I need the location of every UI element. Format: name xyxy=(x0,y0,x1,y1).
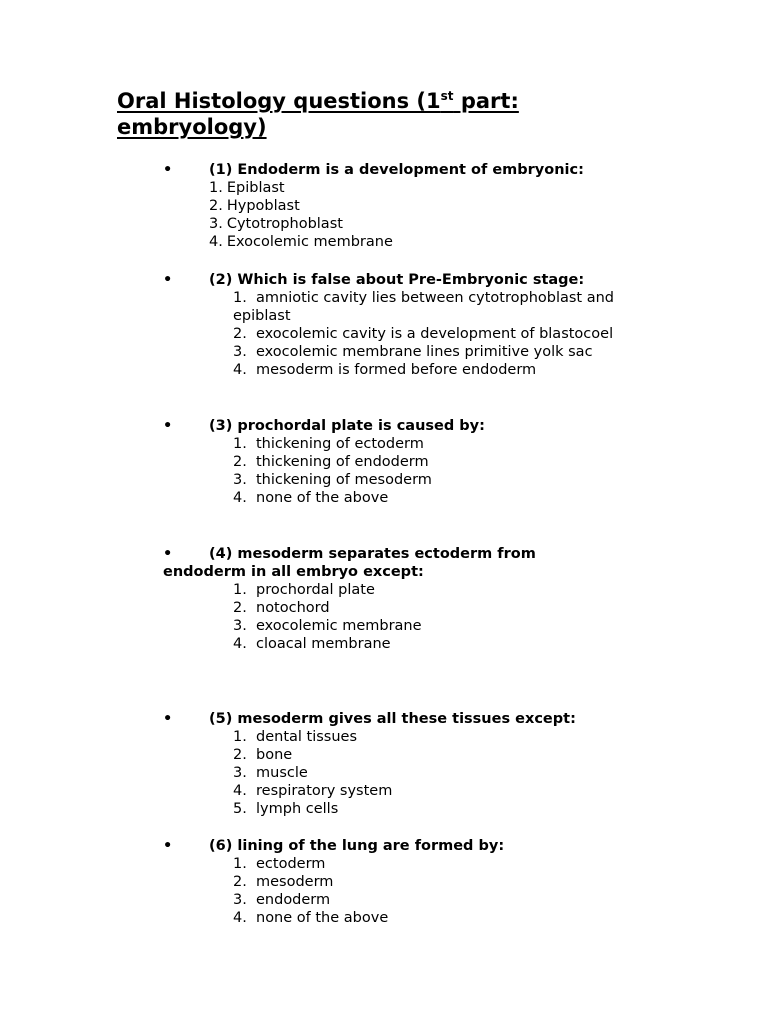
option-number: 2. xyxy=(233,747,247,763)
bullet-icon: • xyxy=(163,418,173,434)
bullet-icon: • xyxy=(163,162,173,178)
option-text: dental tissues xyxy=(256,729,358,745)
option-number: 3. xyxy=(209,216,223,232)
option-number: 3. xyxy=(233,344,247,360)
option-number: 4. xyxy=(209,234,223,250)
option-text: thickening of ectoderm xyxy=(256,436,424,452)
option-text: notochord xyxy=(256,600,330,616)
option-number: 3. xyxy=(233,618,247,634)
question-3 xyxy=(163,417,485,507)
option-text: muscle xyxy=(256,765,308,781)
question-text: (2) Which is false about Pre-Embryonic stage: xyxy=(209,272,585,288)
option-text xyxy=(233,289,653,325)
title-text-line2: embryology) xyxy=(117,115,267,139)
answer-options xyxy=(163,728,576,818)
question-text: (3) prochordal plate is caused by: xyxy=(209,418,485,434)
bullet-icon: • xyxy=(163,546,173,562)
option-number: 3. xyxy=(233,892,247,908)
answer-options xyxy=(163,179,584,251)
option-number: 2. xyxy=(209,198,223,214)
option-number: 4. xyxy=(233,910,247,926)
answer-option xyxy=(163,471,485,489)
option-number: 1. xyxy=(233,290,247,306)
answer-option xyxy=(163,635,583,653)
option-number: 4. xyxy=(233,490,247,506)
question-text: (5) mesoderm gives all these tissues except: xyxy=(209,711,576,727)
answer-option xyxy=(163,325,653,343)
option-number: 1. xyxy=(233,856,247,872)
answer-option xyxy=(163,855,504,873)
option-text: none of the above xyxy=(256,910,389,926)
answer-option xyxy=(163,233,584,251)
answer-option xyxy=(163,197,584,215)
answer-option xyxy=(163,782,576,800)
answer-option xyxy=(163,599,583,617)
option-text: exocolemic cavity is a development of blastocoel xyxy=(256,326,614,342)
option-number: 1. xyxy=(233,729,247,745)
question-5 xyxy=(163,710,576,818)
question-text: (4) mesoderm separates ectoderm from endoderm in all embryo except: xyxy=(163,546,536,580)
question-4 xyxy=(163,545,583,653)
option-number: 2. xyxy=(233,454,247,470)
option-text-content: amniotic cavity lies between cytotrophoblast and epiblast xyxy=(233,290,615,324)
answer-option xyxy=(163,728,576,746)
question-prompt xyxy=(163,710,576,728)
option-text: thickening of endoderm xyxy=(256,454,429,470)
answer-option xyxy=(163,581,583,599)
option-text: Exocolemic membrane xyxy=(226,234,393,250)
option-text: exocolemic membrane lines primitive yolk sac xyxy=(256,344,593,360)
option-text: Cytotrophoblast xyxy=(226,216,343,232)
answer-option xyxy=(163,891,504,909)
option-text: mesoderm xyxy=(256,874,334,890)
option-number: 1. xyxy=(233,582,247,598)
option-text: thickening of mesoderm xyxy=(256,472,432,488)
question-6 xyxy=(163,837,504,927)
option-number: 4. xyxy=(233,783,247,799)
answer-options xyxy=(163,581,583,653)
answer-option xyxy=(163,617,583,635)
question-prompt xyxy=(163,837,504,855)
bullet-icon: • xyxy=(163,272,173,288)
option-text: ectoderm xyxy=(256,856,326,872)
option-number: 3. xyxy=(233,765,247,781)
question-1 xyxy=(163,161,584,251)
option-number: 2. xyxy=(233,600,247,616)
option-number: 5. xyxy=(233,801,247,817)
answer-option xyxy=(163,800,576,818)
option-text: exocolemic membrane xyxy=(256,618,422,634)
bullet-icon: • xyxy=(163,711,173,727)
answer-option xyxy=(163,873,504,891)
answer-option xyxy=(163,764,576,782)
question-prompt xyxy=(163,545,583,581)
option-number: 4. xyxy=(233,362,247,378)
answer-option xyxy=(163,909,504,927)
option-number: 1. xyxy=(233,436,247,452)
option-text: bone xyxy=(256,747,293,763)
question-prompt xyxy=(163,271,653,289)
answer-options xyxy=(163,855,504,927)
option-text: mesoderm is formed before endoderm xyxy=(256,362,537,378)
option-number: 1. xyxy=(209,180,223,196)
answer-option xyxy=(163,453,485,471)
option-number: 2. xyxy=(233,326,247,342)
answer-option xyxy=(163,179,584,197)
option-text: Hypoblast xyxy=(226,198,300,214)
question-text: (6) lining of the lung are formed by: xyxy=(209,838,505,854)
title-superscript: st xyxy=(440,89,454,103)
question-prompt xyxy=(163,161,584,179)
option-number: 3. xyxy=(233,472,247,488)
option-text: Epiblast xyxy=(226,180,285,196)
option-text: lymph cells xyxy=(256,801,339,817)
option-text: endoderm xyxy=(256,892,331,908)
answer-option xyxy=(163,435,485,453)
answer-option xyxy=(163,489,485,507)
option-text: prochordal plate xyxy=(256,582,375,598)
question-text: (1) Endoderm is a development of embryonic: xyxy=(209,162,584,178)
title-text-suffix: part: xyxy=(453,89,519,113)
option-number: 4. xyxy=(233,636,247,652)
page-title xyxy=(117,88,637,140)
answer-option xyxy=(163,746,576,764)
option-text: none of the above xyxy=(256,490,389,506)
question-prompt xyxy=(163,417,485,435)
answer-option xyxy=(163,215,584,233)
answer-options xyxy=(163,289,653,379)
answer-options xyxy=(163,435,485,507)
question-2 xyxy=(163,271,653,379)
answer-option xyxy=(163,289,653,325)
option-number: 2. xyxy=(233,874,247,890)
option-text: cloacal membrane xyxy=(256,636,391,652)
option-text: respiratory system xyxy=(256,783,393,799)
answer-option xyxy=(163,343,653,361)
answer-option xyxy=(163,361,653,379)
title-text: Oral Histology questions (1 xyxy=(117,89,441,113)
bullet-icon: • xyxy=(163,838,173,854)
